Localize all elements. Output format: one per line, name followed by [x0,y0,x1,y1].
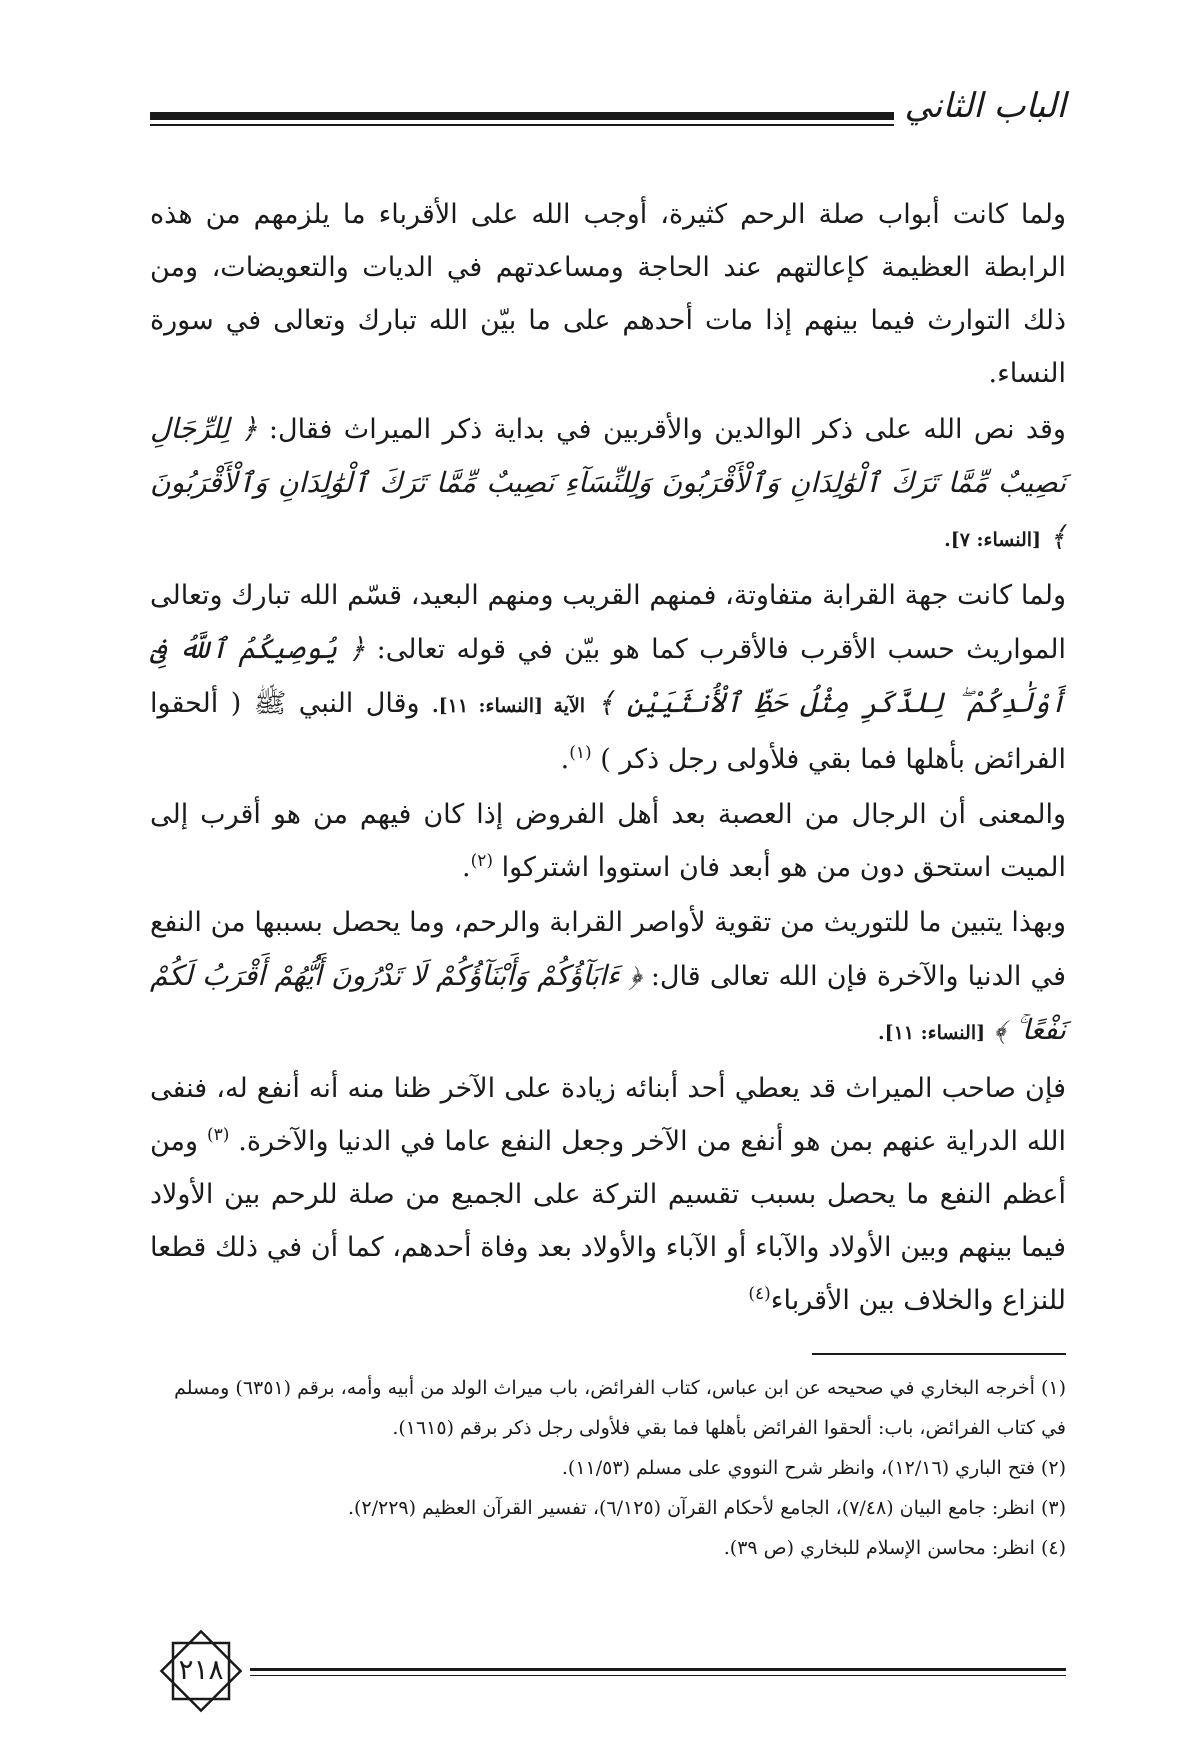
footnote-separator [812,1353,1066,1355]
verse-reference: الآية [النساء: ١١]. [432,695,586,717]
paragraph-text: فإن صاحب الميراث قد يعطي أحد أبنائه زيادة على الآخر ظنا منه أنه أنفع له، فنفى الله الدراية عنهم بمن هو أنفع من الآخر وجعل النفع عاما في الدنيا والآخرة. [150,1073,1066,1157]
header-rule-thin [150,124,894,126]
paragraph-6 [150,1062,1066,1327]
footnote-4: (٤) انظر: محاسن الإسلام للبخاري (ص ٣٩). [723,1537,1066,1559]
chapter-title: الباب الثاني [904,86,1066,126]
paragraph-text: والمعنى أن الرجال من العصبة بعد أهل الفروض إذا كان فيهم من هو أقرب إلى الميت استحق دون من هو أبعد فان استووا اشتركوا [150,799,1066,883]
footer-rule-thin [250,1675,1066,1676]
paragraph-text: ولما كانت أبواب صلة الرحم كثيرة، أوجب الله على الأقرباء ما يلزمهم من هذه الرابطة العظيمة كإعالتهم عند الحاجة ومساعدتهم في الديات والتعويضات، ومن ذلك التوارث فيما بينهم إذا مات أحدهم على ما بيّن الله تبارك وتعالى في سورة النساء. [150,199,1066,389]
footer-rule [250,1668,1066,1671]
paragraph-text: وبهذا يتبين ما للتوريث من تقوية لأواصر القرابة والرحم، وما يحصل بسببها من النفع في الدنيا والآخرة فإن الله تعالى قال: [150,907,1066,992]
paragraph-text: ومن أعظم النفع ما يحصل بسبب تقسيم التركة على الجميع من صلة للرحم بين الأولاد فيما بينهم وبين الأولاد والآباء أو الآباء والأولاد بعد وفاة أحدهم، كما أن في ذلك قطعا للنزاع والخلاف بين الأقرباء [150,1126,1066,1316]
footnote-2: (٢) فتح الباري (١٢/١٦)، وانظر شرح النووي على مسلم (١١/٥٣). [561,1457,1066,1479]
paragraph-1 [150,188,1066,400]
hadith-text: وقال النبي ﷺ ( ألحقوا الفرائض بأهلها فما بقي فلأولى رجل ذكر ) [150,688,1066,775]
main-text [150,188,1066,1329]
paragraph-2 [150,402,1066,567]
quran-verse: ﴿ ءَابَآؤُكُمْ وَأَبْنَآؤُكُمْ لَا تَدْرُونَ أَيُّهُمْ أَقْرَبُ لَكُمْ نَفْعًا ۚ ﴾ [150,959,1066,1046]
paragraph-text: وقد نص الله على ذكر الوالدين والأقربين في بداية ذكر الميراث فقال: [268,414,1066,445]
footnote-marker: (٣) [206,1125,230,1145]
footnote-marker: (٤) [748,1284,771,1304]
paragraph-5 [150,896,1066,1060]
paragraph-4: والمعنى أن الرجال من العصبة بعد أهل الفروض إذا كان فيهم من هو أقرب إلى الميت استحق دون من هو أبعد فان استووا اشتركوا $^{(٢)}$. [150,799,1066,883]
verse-reference: [النساء: ١١]. [877,1022,986,1044]
footnote-marker: (١) [569,743,592,763]
footnote-3: (٣) انظر: جامع البيان (٧/٤٨)، الجامع لأحكام القرآن (٦/١٢٥)، تفسير القرآن العظيم (٢/٢٢٩). [347,1497,1066,1519]
paragraph-text: ولما كانت جهة القرابة متفاوتة، فمنهم القريب ومنهم البعيد، قسّم الله تبارك وتعالى المواريث حسب الأقرب فالأقرب كما هو بيّن في قوله تعالى: [150,580,1067,665]
quran-verse: ﴿ لِلرِّجَالِ نَصِيبٌ مِّمَّا تَرَكَ ٱلْوَٰلِدَانِ وَٱلْأَقْرَبُونَ وَلِلنِّسَآءِ نَصِيبٌ مِّمَّا تَرَكَ ٱلْوَٰلِدَانِ وَٱلْأَقْرَبُونَ ﴾ [150,412,1066,553]
page-number: ٢١٨ [178,1653,224,1686]
footnotes [150,1368,1066,1568]
paragraph-3: ولما كانت جهة القرابة متفاوتة، فمنهم القريب ومنهم البعيد، قسّم الله تبارك وتعالى المواريث حسب الأقرب فالأقرب كما هو بيّن في قوله تعالى: ﴿ يُوصِيكُمُ ٱللَّهُ فِىٓ أَوْلَٰدِكُمْ ۖ لِلذَّكَرِ مِثْلُ حَظِّ ٱلْأُنثَيَيْنِ ﴾ الآية [النساء: ١١]. وقال النبي ﷺ ( ألحقوا الفرائض بأهلها فما بقي فلأولى رجل ذكر ) $^{(١)}$. [150,580,1067,775]
quran-verse: ﴿ يُوصِيكُمُ ٱللَّهُ فِىٓ أَوْلَٰدِكُمْ ۖ لِلذَّكَرِ مِثْلُ حَظِّ ٱلْأُنثَيَيْنِ ﴾ [150,632,1066,719]
verse-reference: [النساء: ٧]. [944,529,1041,551]
footnote-marker: (٢) [470,851,494,871]
page-number-badge [155,1625,247,1717]
header-rule [150,112,894,120]
footnote-1: (١) أخرجه البخاري في صحيحه عن ابن عباس، كتاب الفرائض، باب ميراث الولد من أبيه وأمه، برقم (٦٣٥١) ومسلم في كتاب الفرائض، باب: ألحقوا الفرائض بأهلها فما بقي فلأولى رجل ذكر برقم (١٦١٥). [174,1377,1066,1439]
